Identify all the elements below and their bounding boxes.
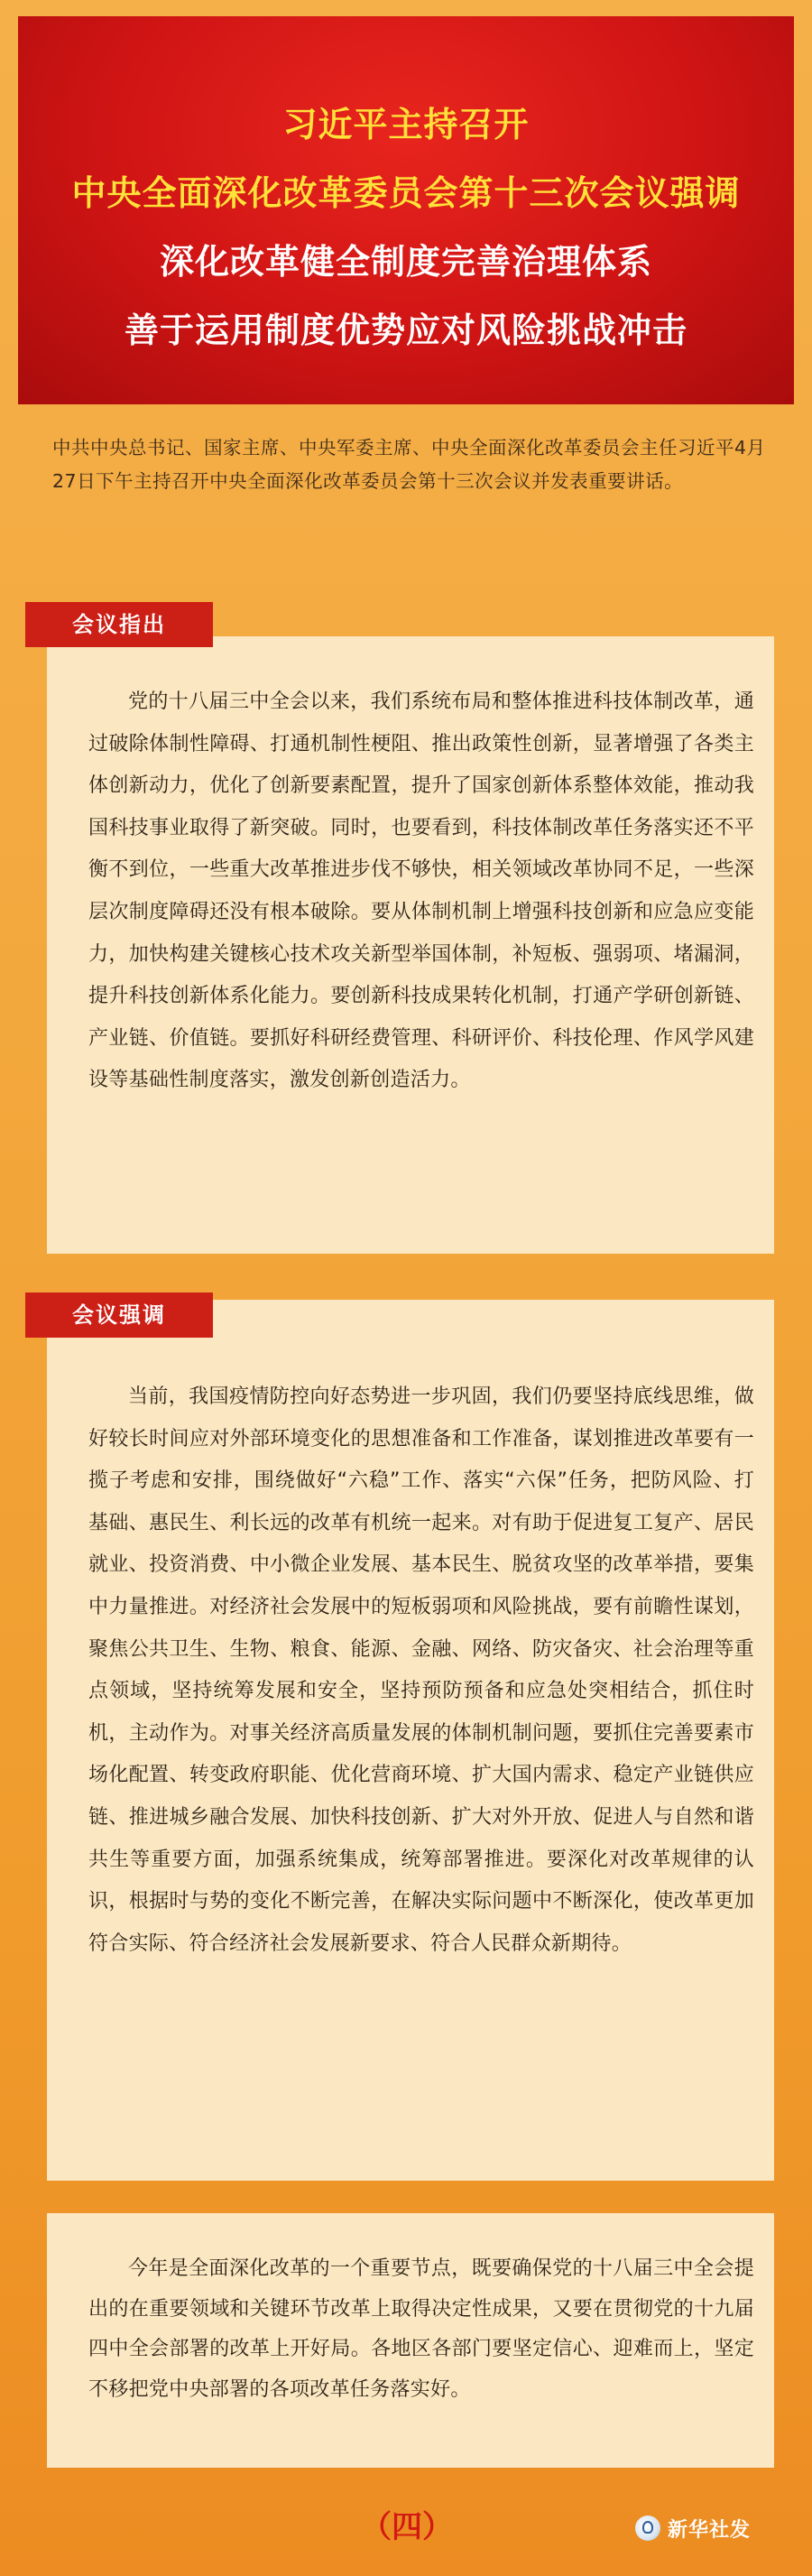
logo-text: 新华社发 <box>668 2518 752 2542</box>
xinhua-logo <box>635 2513 751 2544</box>
section-text-meeting-pointed-out: 党的十八届三中全会以来，我们系统布局和整体推进科技体制改革，通过破除体制性障碍、打通机制性梗阻、推出政策性创新，显著增强了各类主体创新动力，优化了创新要素配置，提升了国家创新体系整体效能，推动我国科技事业取得了新突破。同时，也要看到，科技体制改革任务落实还不平衡不到位，一些重大改革推进步伐不够快，相关领域改革协同不足，一些深层次制度障碍还没有根本破除。要从体制机制上增强科技创新和应急应变能力，加快构建关键核心技术攻关新型举国体制，补短板、强弱项、堵漏洞，提升科技创新体系化能力。要创新科技成果转化机制，打通产学研创新链、产业链、价值链。要抓好科研经费管理、科研评价、科技伦理、作风学风建设等基础性制度落实，激发创新创造活力。 <box>88 690 754 1092</box>
headline-banner <box>18 16 794 404</box>
part-number-badge: （四） <box>361 2509 453 2545</box>
headline-line-4: 善于运用制度优势应对风险挑战冲击 <box>124 310 687 350</box>
section-text-meeting-emphasized: 当前，我国疫情防控向好态势进一步巩固，我们仍要坚持底线思维，做好较长时间应对外部环境变化的思想准备和工作准备，谋划推进改革要有一揽子考虑和安排，围绕做好“六稳”工作、落实“六保”任务，把防风险、打基础、惠民生、利长远的改革有机统一起来。对有助于促进复工复产、居民就业、投资消费、中小微企业发展、基本民生、脱贫攻坚的改革举措，要集中力量推进。对经济社会发展中的短板弱项和风险挑战，要有前瞻性谋划，聚焦公共卫生、生物、粮食、能源、金融、网络、防灾备灾、社会治理等重点领域，坚持统筹发展和安全，坚持预防预备和应急处突相结合，抓住时机，主动作为。对事关经济高质量发展的体制机制问题，要抓住完善要素市场化配置、转变政府职能、优化营商环境、扩大国内需求、稳定产业链供应链、推进城乡融合发展、加快科技创新、扩大对外开放、促进人与自然和谐共生等重要方面，加强系统集成，统筹部署推进。要深化对改革规律的认识，根据时与势的变化不断完善，在解决实际问题中不断深化，使改革更加符合实际、符合经济社会发展新要求、符合人民群众新期待。 <box>88 1385 754 1955</box>
section-tab-meeting-pointed-out: 会议指出 <box>25 602 213 647</box>
headline-line-2: 中央全面深化改革委员会第十三次会议强调 <box>71 173 741 213</box>
xinhua-emblem-icon <box>635 2516 660 2541</box>
section-tab-meeting-emphasized: 会议强调 <box>25 1293 213 1338</box>
intro-paragraph: 中共中央总书记、国家主席、中央军委主席、中央全面深化改革委员会主任习近平4月27日下午主持召开中央全面深化改革委员会第十三次会议并发表重要讲话。 <box>52 437 766 492</box>
headline-line-3: 深化改革健全制度完善治理体系 <box>159 242 652 282</box>
section-text-conclusion: 今年是全面深化改革的一个重要节点，既要确保党的十八届三中全会提出的在重要领域和关键环节改革上取得决定性成果，又要在贯彻党的十九届四中全会部署的改革上开好局。各地区各部门要坚定信心、迎难而上，坚定不移把党中央部署的各项改革任务落实好。 <box>88 2257 754 2401</box>
headline-line-1: 习近平主持召开 <box>282 105 530 144</box>
